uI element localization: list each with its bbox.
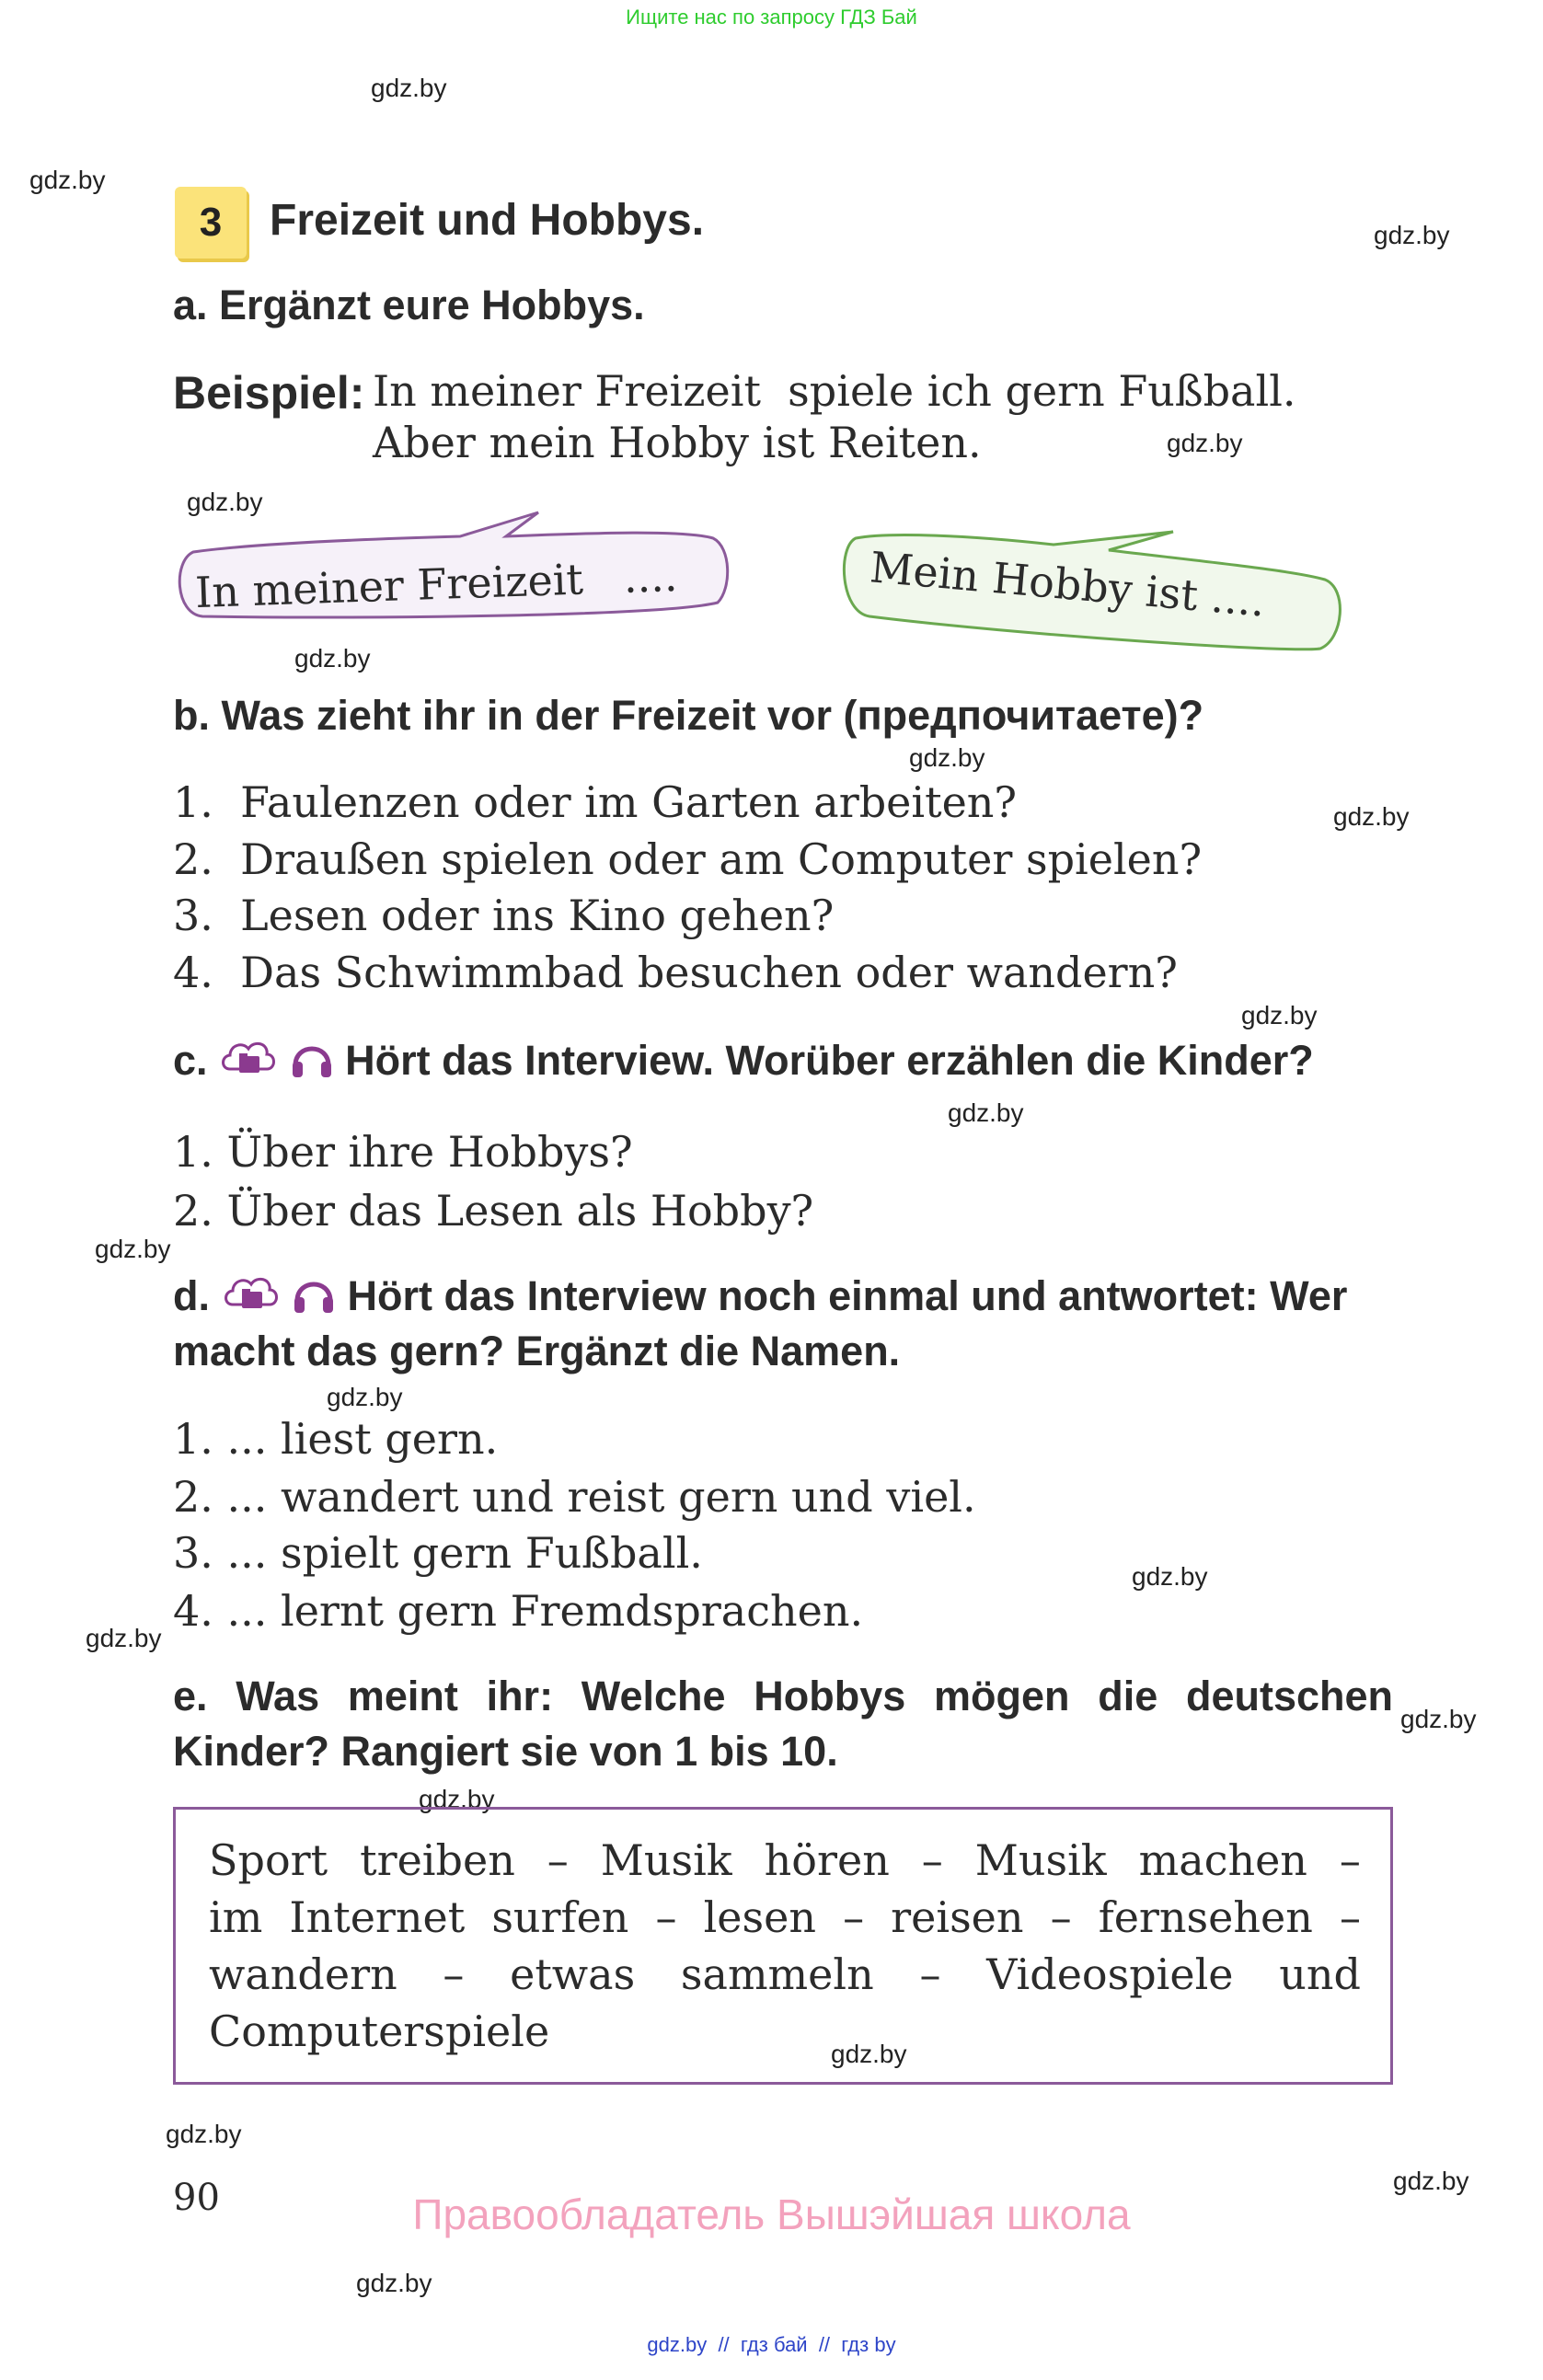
watermark: gdz.by [1167,429,1243,457]
hobby-word: treiben [360,1835,515,1885]
watermark: gdz.by [166,2120,242,2148]
watermark: gdz.by [371,74,447,102]
page-number: 90 [173,2177,220,2219]
hobby-word: sammeln [680,1949,874,1999]
example-line-2: Aber mein Hobby ist Reiten. [373,418,982,467]
hobby-box-line [209,1949,1361,1999]
watermark: gdz.by [419,1785,495,1813]
watermark: gdz.by [1400,1705,1477,1733]
watermark: gdz.by [1374,221,1450,249]
hobby-word: Sport [209,1835,328,1885]
task-b-item: 4. Das Schwimmbad besuchen oder wandern? [173,948,1178,997]
top-search-note: Ищите нас по запросу ГДЗ Бай [626,6,917,29]
task-e-instruction-line-1 [173,1673,1393,1720]
watermark: gdz.by [1241,1001,1318,1029]
cloud-folder-icon [222,1273,281,1326]
hobby-word: Videospiele [986,1949,1234,1999]
hobby-word: wandern [209,1949,397,1999]
hobby-word: reisen [891,1892,1024,1942]
task-b-item: 3. Lesen oder ins Kino gehen? [173,891,835,940]
hobby-word: Musik [600,1835,732,1885]
task-e-word: Hobbys [754,1673,906,1719]
hobby-word: etwas [510,1949,636,1999]
task-d-item: 2. ... wandert und reist gern und viel. [173,1472,976,1522]
example-line-1: In meiner Freizeit spiele ich gern Fußball. [373,366,1296,416]
task-d-prefix: d. [173,1272,210,1319]
hobby-word: hören [764,1835,890,1885]
task-b-item: 2. Draußen spielen oder am Computer spielen? [173,834,1203,884]
watermark: gdz.by [95,1235,171,1263]
hobby-box-line [209,1835,1361,1885]
hobby-word: Internet [289,1892,466,1942]
hobby-box-line-last: Computerspiele [209,2006,550,2056]
task-e-word: Welche [581,1673,726,1719]
hobby-box-line [209,1892,1361,1942]
task-c-item: 2. Über das Lesen als Hobby? [173,1186,814,1236]
watermark: gdz.by [909,743,985,772]
hobby-word: – [1339,1835,1361,1885]
bottom-links[interactable]: gdz.by // гдз бай // гдз by [647,2333,896,2356]
hobby-word: – [655,1892,677,1942]
headphones-icon [290,1038,334,1090]
watermark: gdz.by [1333,802,1410,831]
headphones-icon [292,1273,336,1326]
task-e-word: die [1098,1673,1158,1719]
watermark: gdz.by [356,2269,432,2297]
exercise-title: Freizeit und Hobbys. [270,196,705,245]
task-b-item: 1. Faulenzen oder im Garten arbeiten? [173,777,1018,827]
task-c-instruction-row [173,1037,1314,1090]
task-e-instruction-line-2: Kinder? Rangiert sie von 1 bis 10. [173,1728,838,1775]
task-d-instruction-line-2: macht das gern? Ergänzt die Namen. [173,1328,901,1374]
hobby-word: – [921,1835,943,1885]
task-a-instruction: a. Ergänzt eure Hobbys. [173,282,645,328]
task-d-instruction-row [173,1272,1347,1326]
exercise-number-badge: 3 [175,187,247,259]
watermark: gdz.by [1393,2167,1469,2195]
example-label: Beispiel: [173,367,365,419]
task-c-item: 1. Über ihre Hobbys? [173,1127,633,1177]
hobby-word: – [1339,1892,1361,1942]
watermark: gdz.by [327,1383,403,1411]
hobby-word: surfen [491,1892,629,1942]
task-e-word: Was [236,1673,320,1719]
task-e-word: meint [347,1673,458,1719]
cloud-folder-icon [219,1038,278,1090]
speech-bubble-left-text: In meiner Freizeit .... [194,550,679,618]
watermark: gdz.by [187,488,263,516]
task-d-item: 3. ... spielt gern Fußball. [173,1528,703,1578]
hobby-word: fernsehen [1098,1892,1313,1942]
hobby-word: im [209,1892,263,1942]
hobby-word: – [547,1835,569,1885]
hobby-word: und [1279,1949,1361,1999]
hobby-word: – [919,1949,941,1999]
copyright-notice: Правообладатель Вышэйшая школа [412,2190,1131,2238]
watermark: gdz.by [294,644,371,673]
hobby-word: lesen [703,1892,816,1942]
hobby-word: – [443,1949,465,1999]
hobby-word: – [843,1892,865,1942]
task-e-word: e. [173,1673,208,1719]
watermark: gdz.by [1132,1562,1208,1591]
task-c-instruction: Hört das Interview. Worüber erzählen die Kinder? [345,1037,1314,1084]
task-e-word: ihr: [486,1673,554,1719]
watermark: gdz.by [29,166,106,194]
speech-bubble-right-text: Mein Hobby ist .... [868,542,1268,627]
hobby-word: Musik [974,1835,1107,1885]
task-b-instruction: b. Was zieht ihr in der Freizeit vor (предпочитаете)? [173,692,1204,739]
task-d-instruction-line-1: Hört das Interview noch einmal und antwortet: Wer [347,1272,1348,1319]
hobby-word: machen [1138,1835,1307,1885]
task-d-item: 1. ... liest gern. [173,1414,499,1464]
task-c-prefix: c. [173,1037,208,1084]
watermark: gdz.by [948,1098,1024,1127]
watermark: gdz.by [831,2040,907,2068]
hobby-word-box [173,1807,1393,2085]
watermark: gdz.by [86,1624,162,1652]
task-d-item: 4. ... lernt gern Fremdsprachen. [173,1586,864,1636]
hobby-word: – [1050,1892,1072,1942]
task-e-word: deutschen [1185,1673,1393,1719]
task-e-word: mögen [933,1673,1070,1719]
